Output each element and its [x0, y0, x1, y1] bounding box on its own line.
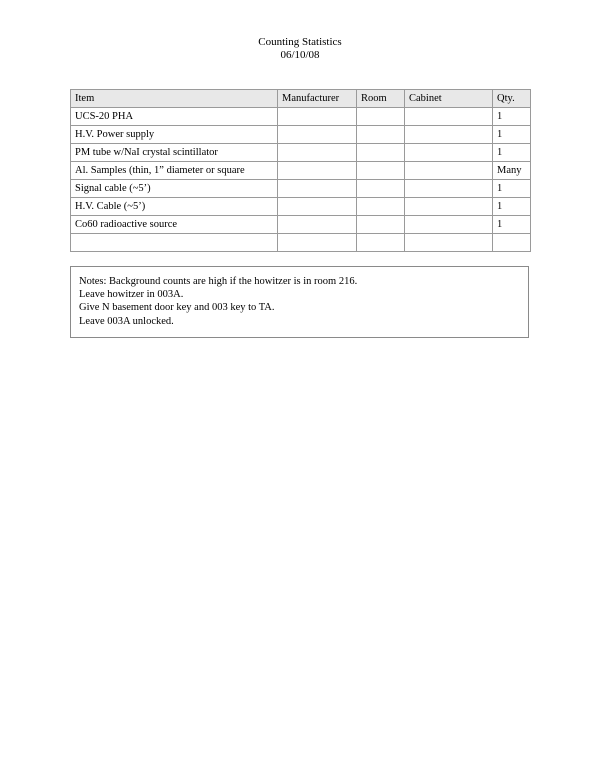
cell-cabinet	[405, 216, 493, 234]
cell-room	[357, 234, 405, 252]
note-line: Leave 003A unlocked.	[79, 315, 174, 327]
cell-room	[357, 126, 405, 144]
table-row	[71, 198, 531, 216]
table-row	[71, 108, 531, 126]
cell-qty: Many	[493, 162, 531, 180]
cell-qty: 1	[493, 108, 531, 126]
cell-manufacturer	[278, 216, 357, 234]
cell-manufacturer	[278, 144, 357, 162]
cell-cabinet	[405, 162, 493, 180]
table-row	[71, 144, 531, 162]
cell-qty: 1	[493, 126, 531, 144]
cell-cabinet	[405, 126, 493, 144]
cell-room	[357, 144, 405, 162]
notes-box	[70, 266, 529, 338]
document-title: Counting Statistics	[258, 36, 342, 48]
cell-item: H.V. Power supply	[71, 126, 278, 144]
table-row	[71, 216, 531, 234]
cell-manufacturer	[278, 198, 357, 216]
cell-manufacturer	[278, 180, 357, 198]
cell-qty: 1	[493, 144, 531, 162]
equipment-table	[70, 89, 531, 252]
cell-cabinet	[405, 234, 493, 252]
cell-cabinet	[405, 108, 493, 126]
cell-room	[357, 198, 405, 216]
cell-room	[357, 162, 405, 180]
cell-qty	[493, 234, 531, 252]
cell-room	[357, 180, 405, 198]
column-header-manufacturer: Manufacturer	[278, 90, 357, 108]
cell-item: Co60 radioactive source	[71, 216, 278, 234]
note-line: Notes: Background counts are high if the howitzer is in room 216.	[79, 276, 358, 287]
cell-item: Signal cable (~5’)	[71, 180, 278, 198]
cell-cabinet	[405, 180, 493, 198]
table-row	[71, 180, 531, 198]
cell-manufacturer	[278, 108, 357, 126]
cell-item: H.V. Cable (~5’)	[71, 198, 278, 216]
table-header-row	[71, 90, 531, 108]
note-line: Give N basement door key and 003 key to TA.	[79, 302, 275, 314]
document-date: 06/10/08	[280, 49, 320, 61]
cell-qty: 1	[493, 216, 531, 234]
document-header	[0, 36, 600, 62]
cell-manufacturer	[278, 126, 357, 144]
table-row	[71, 162, 531, 180]
cell-item: PM tube w/NaI crystal scintillator	[71, 144, 278, 162]
cell-room	[357, 216, 405, 234]
cell-qty: 1	[493, 180, 531, 198]
table-row	[71, 126, 531, 144]
column-header-cabinet: Cabinet	[405, 90, 493, 108]
table-row	[71, 234, 531, 252]
column-header-item: Item	[71, 90, 278, 108]
note-line: Leave howitzer in 003A.	[79, 289, 184, 301]
column-header-room: Room	[357, 90, 405, 108]
cell-cabinet	[405, 198, 493, 216]
cell-item: Al. Samples (thin, 1” diameter or square	[71, 162, 278, 180]
cell-item	[71, 234, 278, 252]
cell-cabinet	[405, 144, 493, 162]
cell-room	[357, 108, 405, 126]
cell-manufacturer	[278, 234, 357, 252]
cell-manufacturer	[278, 162, 357, 180]
cell-qty: 1	[493, 198, 531, 216]
cell-item: UCS-20 PHA	[71, 108, 278, 126]
column-header-qty: Qty.	[493, 90, 531, 108]
